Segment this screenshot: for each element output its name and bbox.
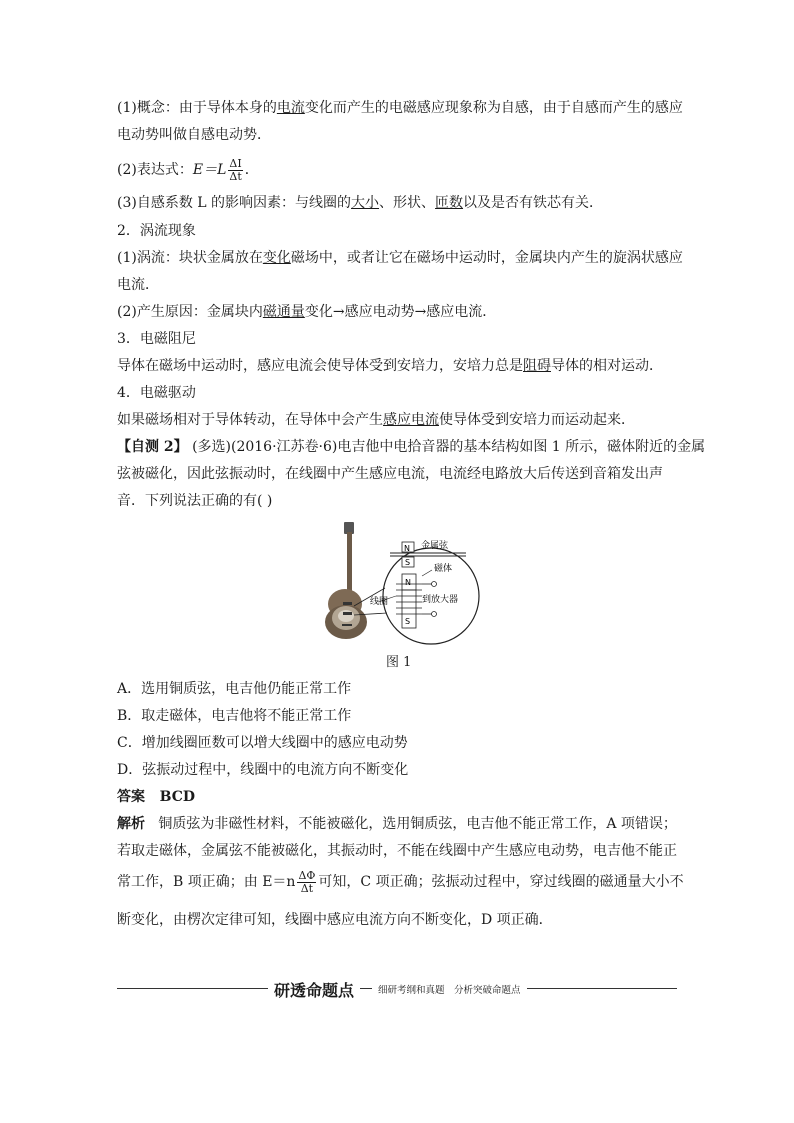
label-to-amplifier: 到放大器 (422, 595, 459, 605)
text: 、形状、 (379, 195, 436, 211)
text: 如果磁场相对于导体转动，在导体中会产生 (117, 412, 383, 428)
text: ． (244, 162, 259, 178)
damping-line (117, 356, 663, 376)
fraction-dphi-dt (297, 870, 316, 895)
answer-label: 答案 (117, 789, 145, 805)
self-test-tag: 【自测 2】 (117, 439, 188, 455)
answer-value: BCD (159, 789, 196, 805)
text: (1)概念：由于导体本身的 (117, 100, 277, 116)
question-line-3: 音．下列说法正确的有( ) (117, 493, 273, 509)
analysis-line-2: 若取走磁体，金属弦不能被磁化，其振动时，不能在线圈中产生感应电动势，电吉他不能正 (117, 843, 677, 859)
option-a: A．选用铜质弦，电吉他仍能正常工作 (117, 681, 352, 697)
pole-s-top: S (405, 558, 411, 567)
text: 变化→感应电动势→感应电流． (304, 304, 497, 320)
concept-line (117, 98, 683, 118)
question-line-1 (117, 437, 705, 457)
option-b: B．取走磁体，电吉他将不能正常工作 (117, 708, 352, 724)
underlined-term: 电流 (276, 100, 305, 116)
text: (多选)(2016·江苏卷·6)电吉他中电拾音器的基本结构如图 1 所示，磁体附近的金属 (187, 439, 706, 455)
guitar-pickup-figure (318, 518, 480, 646)
text: 使导体受到安培力而运动起来． (439, 412, 635, 428)
text: 磁场中，或者让它在磁场中运动时，金属块内产生的旋涡状感应 (290, 250, 683, 266)
underlined-term: 大小 (351, 195, 380, 211)
section-heading-damping: 3．电磁阻尼 (117, 331, 196, 347)
section-heading-drive: 4．电磁驱动 (117, 385, 196, 401)
expression-line (117, 156, 259, 184)
option-c: C．增加线圈匝数可以增大线圈中的感应电动势 (117, 735, 408, 751)
text: 导体的相对运动． (551, 358, 663, 374)
inductance-factor-line (117, 193, 603, 213)
eddy-line-2: 电流． (117, 277, 159, 293)
question-line-2: 弦被磁化，因此弦振动时，在线圈中产生感应电流，电流经电路放大后传送到音箱发出声 (117, 466, 663, 482)
pole-n-mid: N (405, 578, 411, 587)
text: (2)表达式： (117, 162, 193, 178)
text: (3)自感系数 L 的影响因素：与线圈的 (117, 195, 352, 211)
guitar-illustration (325, 522, 367, 639)
underlined-term: 磁通量 (262, 304, 305, 320)
text: 变化而产生的电磁感应现象称为自感，由于自感而产生的感应 (304, 100, 683, 116)
option-d: D．弦振动过程中，线圈中的电流方向不断变化 (117, 762, 409, 778)
fraction-di-dt (228, 158, 242, 183)
denominator: Δt (300, 881, 314, 895)
numerator: ΔΦ (298, 868, 316, 882)
underlined-term: 匝数 (435, 195, 464, 211)
analysis-label: 解析 (117, 816, 145, 832)
section-subtitle: 细研考纲和真题 分析突破命题点 (372, 982, 527, 996)
figure-drawing (318, 518, 480, 646)
numerator: ΔI (229, 156, 242, 170)
analysis-line-1 (117, 814, 677, 834)
section-heading-eddy: 2．涡流现象 (117, 223, 196, 239)
analysis-line-3 (117, 868, 684, 896)
underlined-term: 变化 (262, 250, 291, 266)
text: (1)涡流：块状金属放在 (117, 250, 263, 266)
text: 铜质弦为非磁性材料，不能被磁化，选用铜质弦，电吉他不能正常工作，A 项错误； (158, 816, 677, 832)
underlined-term: 阻碍 (523, 358, 551, 374)
text: 可知，C 项正确；弦振动过程中，穿过线圈的磁通量大小不 (318, 874, 684, 890)
text: 以及是否有铁芯有关． (463, 195, 604, 211)
concept-line-2: 电动势叫做自感电动势． (117, 127, 271, 143)
answer-line (117, 787, 195, 807)
cause-line (117, 302, 496, 322)
figure-caption: 图 1 (386, 655, 412, 670)
eddy-line (117, 248, 683, 268)
analysis-line-4: 断变化，由楞次定律可知，线圈中感应电流方向不断变化，D 项正确． (117, 912, 553, 928)
denominator: Δt (229, 169, 242, 183)
text: (2)产生原因：金属块内 (117, 304, 263, 320)
label-coil: 线圈 (370, 597, 389, 607)
label-metal-string: 金属弦 (421, 541, 449, 551)
pole-n-top: N (404, 544, 410, 553)
text: 导体在磁场中运动时，感应电流会使导体受到安培力，安培力总是 (117, 358, 523, 374)
section-title: 研透命题点 (268, 978, 360, 1001)
label-magnet: 磁体 (434, 564, 453, 574)
pole-s-bot: S (405, 617, 411, 626)
formula: E＝L (192, 162, 227, 178)
underlined-term: 感应电流 (383, 412, 439, 428)
drive-line (117, 410, 635, 430)
text: 常工作，B 项正确；由 E＝n (117, 874, 296, 890)
